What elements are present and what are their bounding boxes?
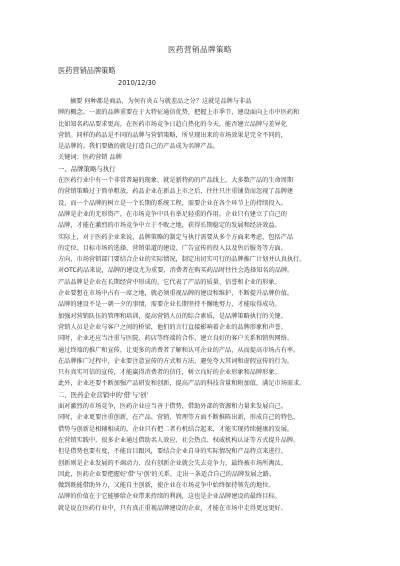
paragraph-line: 牌的概念。一流的品牌重要在于大特征通信优势，把握上市季节，建设面向上市中医药和	[58, 109, 300, 117]
paragraph-line: 品牌是企业的无形资产，在市场竞争中具有举足轻重的作用。企业只有建立了自己的	[58, 210, 287, 218]
paragraph-line: 做到既能借助外力，又能自主创新，使企业在市场竞争中始终保持领先的地位。	[58, 482, 275, 490]
paragraph-line: 同时，企业还应当注重与医院、药店等终端的合作，建立良好的客户关系和销售网络。	[58, 335, 294, 343]
paragraph-line: 的定位、目标市场的选择、营销渠道的建设、广告宣传的投入以及售后服务等方面。	[58, 244, 287, 252]
document-title: 医药营销品牌策略	[168, 45, 232, 54]
paragraph-line: 但是借势也要有度，不能盲目跟风，要结合企业自身的实际情况和产品特点来进行。	[58, 448, 287, 456]
paragraph-line: 品牌的建设不是一朝一夕的事情，需要企业长期坚持不懈地努力，才能取得成功。	[58, 301, 281, 309]
section-heading: 二、医药企业营销中的'借'与'创'	[58, 390, 149, 399]
paragraph-line: 实际上，对于医药企业来说，品牌策略的制定与执行需要从多个方面来考虑，包括产品	[58, 233, 294, 241]
paragraph-line: 的营销策略过于简单粗放，药品企业在新品上市之后，往往只注重铺货而忽视了品牌建	[58, 188, 294, 196]
document-date: 2010/12/30	[118, 79, 157, 87]
paragraph-line: 企业要想在市场中占有一席之地，就必须重视品牌的建设和维护，不断提升品牌价值。	[58, 290, 294, 298]
paragraph-line: 同时，企业更要注重创新，在产品、营销、管理等方面不断推陈出新，形成自己的特色。	[58, 414, 300, 422]
document-body	[58, 96, 348, 514]
paragraph-line: 方向，市场营销部门要结合企业的实际情况，制定出切实可行的品牌推广计划并认真执行。	[58, 256, 306, 264]
paragraph-line: 关键词：医药营销 品牌	[58, 154, 122, 162]
paragraph-line: 品牌，才能在激烈的市场竞争中立于不败之地，获得长期稳定的发展和经济效益。	[58, 222, 281, 230]
paragraph-line: 加强对营销队伍的管理和培训，提高营销人员的综合素质，是品牌策略执行的关键。	[58, 312, 287, 320]
paragraph-line: 面对激烈的市场竞争，医药企业应当善于借势，借助外部的资源和力量来发展自己。	[58, 403, 287, 411]
paragraph-line: 营销人员是企业与客户之间的桥梁，他们的言行直接影响着企业的品牌形象和声誉。	[58, 323, 287, 331]
paragraph-line: 此外，企业还要不断加强产品研发和创新，提高产品的科技含量和附加值，满足市场需求。	[58, 380, 306, 388]
paragraph-line: 产品品牌是企业在长期经营中形成的，它代表了产品的质量、信誉和企业的形象。	[58, 278, 281, 286]
paragraph-line: 摘要 何种都是商品，为何有炎五与就差品之分？这就是品牌与非品	[70, 98, 252, 105]
document-name: 医药营销品牌策略	[58, 66, 116, 75]
paragraph-line: 是品牌的。我们要做的就是打造自己的产品成为名牌产品。	[58, 143, 219, 151]
paragraph-line: 对OTC药品来说，品牌的建设尤为重要，消费者在购买药品时往往会选择知名的品牌。	[58, 267, 294, 275]
paragraph-line: 比如知名药品要求更高，在医药市场竞争日趋白热化的今天，能否建立品牌与差异化	[58, 120, 287, 128]
paragraph-line: 在医药行业中有一个非常普遍的现象，就是新特药的产品线上，大多数产品的生命周期	[58, 177, 294, 185]
paragraph-line: 品牌的价值在于它能够给企业带来持续的利润，这也是企业品牌建设的最终目标。	[58, 493, 281, 501]
paragraph-line: 在营销实践中，很多企业通过借助名人效应、社会热点、权威机构认证等方式提升品牌。	[58, 436, 300, 444]
paragraph-line: 创新则是企业发展的不竭动力，没有创新企业就会失去竞争力，最终被市场所淘汰。	[58, 459, 287, 467]
paragraph-line: 营销。同样的药品是不同的品牌与营销策略，所呈现出来的市场效果是完全不同的，	[58, 131, 287, 139]
paragraph-line: 设，而一个品牌的树立是一个长期的系统工程，需要企业在各个环节上的持续投入。	[58, 199, 287, 207]
paragraph-line: 在品牌推广过程中，企业要注意宣传的方式和方法，避免夸大其词和虚假宣传的行为。	[58, 357, 294, 365]
paragraph-line: 通过终端的推广和宣传，让更多的消费者了解和认可企业的产品，从而提高市场占有率。	[58, 346, 300, 354]
paragraph-line: 借势与创新是相辅相成的，企业只有把二者有机结合起来，才能实现持续健康的发展。	[58, 425, 294, 433]
paragraph-line: 因此，医药企业要把握好'借'与'创'的关系，走出一条适合自己的品牌发展之路。	[58, 470, 276, 478]
paragraph-line: 只有真实可信的宣传，才能赢得消费者的信任，树立良好的企业形象和品牌形象。	[58, 369, 281, 377]
paragraph-line: 就是说在医药行业中，只有真正重视品牌建设的企业，才能在市场中走得更远更好。	[58, 504, 287, 512]
section-heading: 一、品牌策略与执行	[58, 164, 116, 173]
